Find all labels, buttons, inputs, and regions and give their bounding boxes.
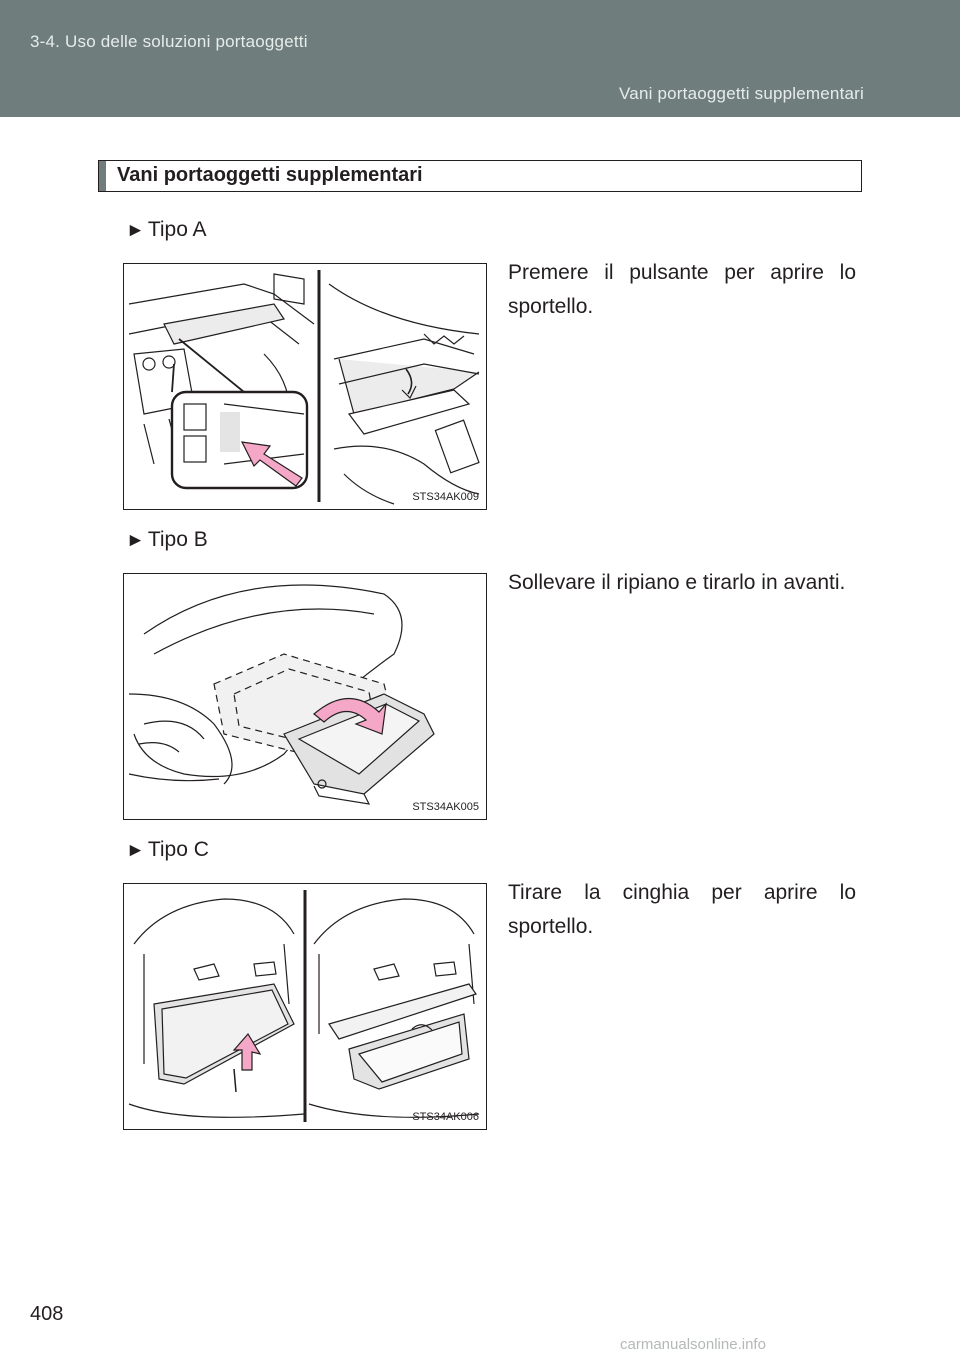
figure-code: STS34AK005 [412, 801, 479, 813]
type-b-label: ► Tipo B [126, 528, 208, 551]
type-b-description: Sollevare il ripiano e tirarlo in avanti. [508, 571, 846, 594]
figure-type-c [123, 883, 487, 1130]
figure-type-b [123, 573, 487, 820]
figure-type-a [123, 263, 487, 510]
glovebox-illustration [124, 264, 486, 509]
heading-accent-bar [99, 161, 106, 191]
seat-storage-lid-illustration [124, 884, 486, 1129]
pointer-triangle-icon: ► [126, 530, 145, 551]
figure-code: STS34AK009 [412, 491, 479, 503]
watermark-text: carmanualsonline.info [620, 1336, 766, 1353]
chapter-title: 3-4. Uso delle soluzioni portaoggetti [30, 32, 308, 51]
section-heading-box [98, 160, 862, 192]
type-c-description: Tirare la cinghia per aprire lo sportello. [508, 881, 856, 938]
type-a-description: Premere il pulsante per aprire lo sportello. [508, 261, 856, 318]
section-title: Vani portaoggetti supplementari [619, 84, 864, 103]
pointer-triangle-icon: ► [126, 840, 145, 861]
figure-code: STS34AK006 [412, 1111, 479, 1123]
section-heading: Vani portaoggetti supplementari [117, 164, 423, 186]
page-number: 408 [30, 1303, 64, 1325]
pointer-triangle-icon: ► [126, 220, 145, 241]
page-header [0, 0, 960, 117]
type-a-label: ► Tipo A [126, 218, 207, 241]
under-seat-tray-illustration [124, 574, 486, 819]
type-c-label: ► Tipo C [126, 838, 209, 861]
